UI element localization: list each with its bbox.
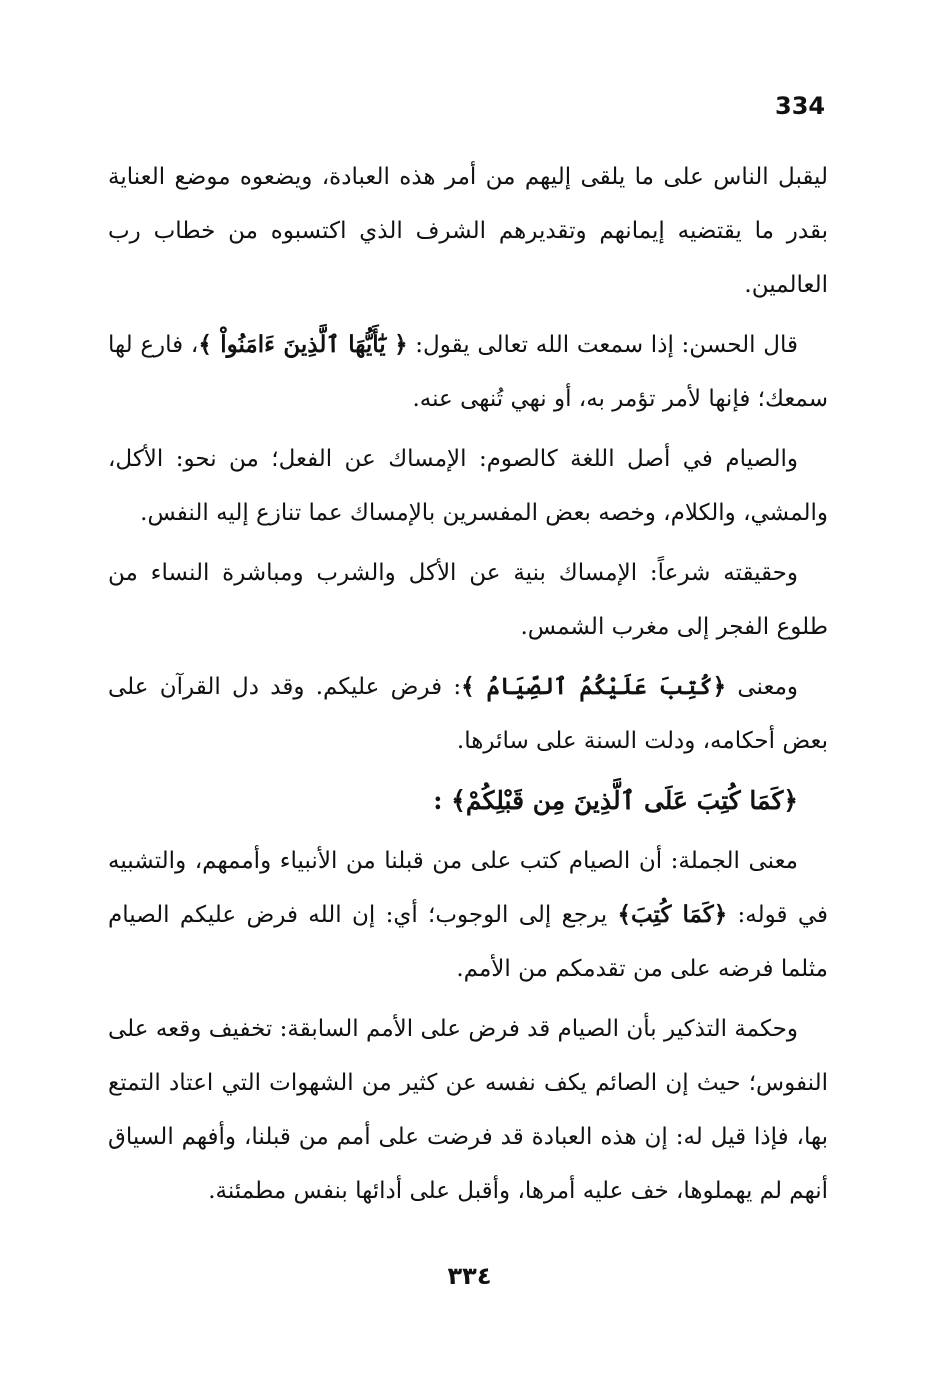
paragraph-hasan-quote-text-b: ، فارع لها سمعك؛ فإنها لأمر تؤمر به، أو نهي تُنهى عنه. <box>108 332 828 412</box>
quran-verse-kama-kutiba: ﴿كَمَا كُتِبَ﴾ <box>617 901 728 928</box>
paragraph-intro: ليقبل الناس على ما يلقى إليهم من أمر هذه العبادة، ويضعوه موضع العناية بقدر ما يقتضيه إيمانهم وتقديرهم الشرف الذي اكتسبوه من خطاب رب العالمين. <box>108 164 828 298</box>
paragraph-hasan-quote <box>108 318 828 426</box>
page-number-top: 334 <box>775 92 826 120</box>
paragraph-siyam-shari: وحقيقته شرعاً: الإمساك بنية عن الأكل والشرب ومباشرة النساء من طلوع الفجر إلى مغرب الشمس. <box>108 560 828 640</box>
paragraph-kutiba-text-b: : فرض عليكم. وقد دل القرآن على بعض أحكامه، ودلت السنة على سائرها. <box>108 674 828 754</box>
quran-verse-kutiba: ﴿كُتِبَ عَلَيْكُمُ ٱلصِّيَامُ ﴾ <box>461 673 727 700</box>
paragraph-siyam-language: والصيام في أصل اللغة كالصوم: الإمساك عن الفعل؛ من نحو: الأكل، والمشي، والكلام، وخصه بعض المفسرين بالإمساك عما تنازع إليه النفس. <box>108 446 828 526</box>
paragraph-hasan-quote-text-a: قال الحسن: إذا سمعت الله تعالى يقول: <box>407 332 799 358</box>
paragraph-kutiba-text-a: ومعنى <box>726 674 798 700</box>
page-body <box>108 150 828 1224</box>
paragraph-sentence-text-b: يرجع إلى الوجوب؛ أي: إن الله فرض عليكم الصيام مثلما فرضه على من تقدمكم من الأمم. <box>108 902 828 982</box>
quran-verse-ya-ayyuha: ﴿ يَٰٓأَيُّهَا ٱلَّذِينَ ءَامَنُواْ ﴾ <box>198 331 408 358</box>
paragraph-wisdom: وحكمة التذكير بأن الصيام قد فرض على الأمم السابقة: تخفيف وقعه على النفوس؛ حيث إن الصائم يكف نفسه عن كثير من الشهوات التي اعتاد التمتع بها، فإذا قيل له: إن هذه العبادة قد فرضت على أمم من قبلنا، وأفهم السياق أنهم لم يهملوها، خف عليه أمرها، وأقبل على أدائها بنفس مطمئنة. <box>108 1016 828 1204</box>
paragraph-kutiba-meaning <box>108 660 828 768</box>
paragraph-sentence-meaning <box>108 834 828 996</box>
paragraph-sentence-text-a: معنى الجملة: أن الصيام كتب على من قبلنا من الأنبياء وأممهم، والتشبيه في قوله: <box>108 848 828 928</box>
section-heading-verse: ﴿كَمَا كُتِبَ عَلَى ٱلَّذِينَ مِن قَبْلِكُمْ﴾ : <box>433 786 798 815</box>
page-number-bottom: ٣٣٤ <box>447 1262 492 1290</box>
